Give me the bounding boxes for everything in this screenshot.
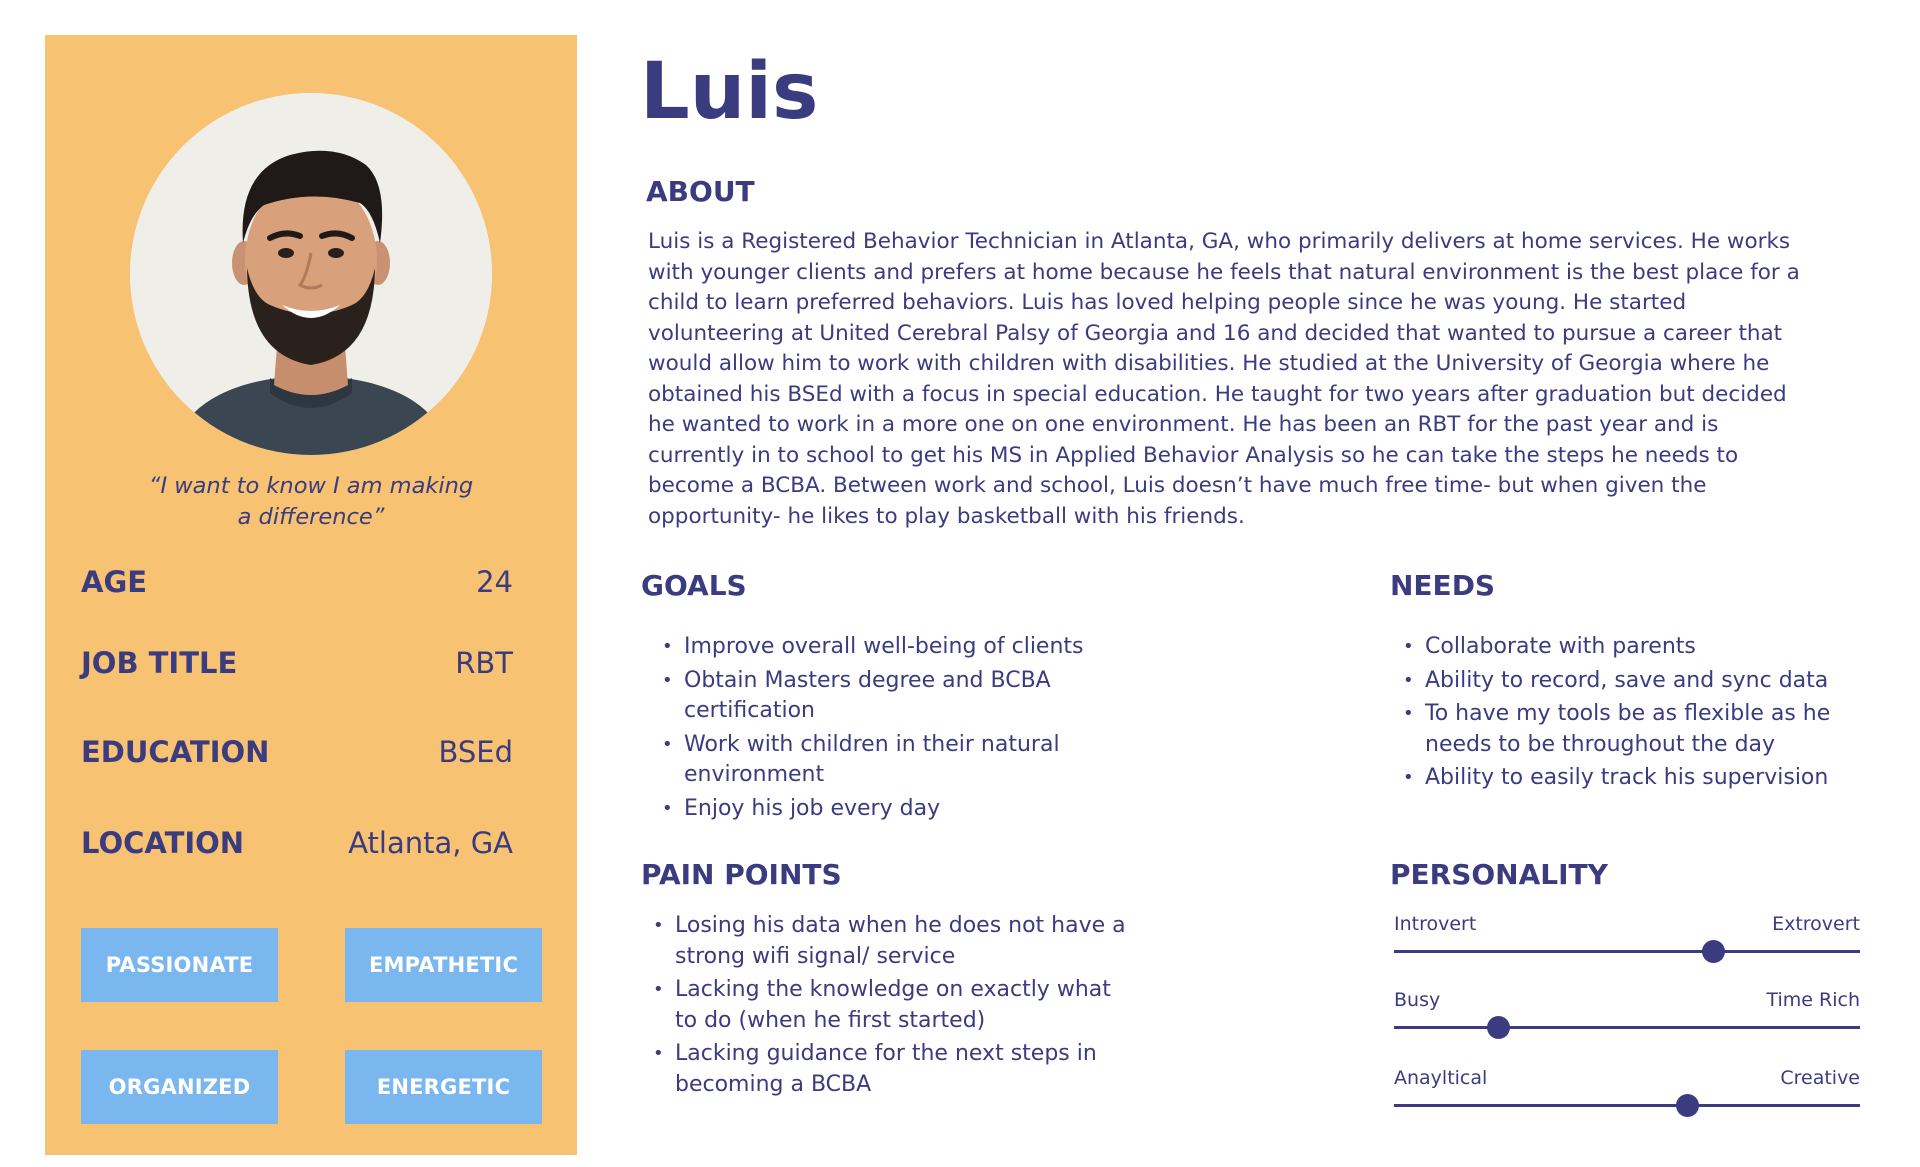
job-title-label: JOB TITLE [81,646,238,680]
trait-badge: EMPATHETIC [345,928,542,1002]
about-line: volunteering at United Cerebral Palsy of Georgia and 16 and decided that wanted to pursue a career that [648,320,1783,346]
info-row-location [81,826,513,860]
needs-title: NEEDS [1390,569,1496,602]
goals-title: GOALS [641,569,747,602]
about-line: become a BCBA. Between work and school, Luis doesn’t have much free time- but when given the [648,473,1707,498]
about-line: Luis is a Registered Behavior Technician in Atlanta, GA, who primarily delivers at home services. He works [648,229,1791,254]
about-line: opportunity- he likes to play basketball with his friends. [648,503,1245,529]
about-title: ABOUT [646,175,755,208]
list-item: • Improve overall well-being of clients [656,632,1116,663]
slider-track [1394,1026,1860,1029]
personality-title: PERSONALITY [1390,858,1608,891]
about-line: with younger clients and prefers at home because he feels that natural environment is the best place for a [648,259,1800,285]
location-value: Atlanta, GA [348,826,513,860]
slider-knob [1702,940,1725,963]
pain-points-list [647,911,1127,1103]
info-row-education [81,735,513,769]
info-row-job-title [81,646,513,680]
list-item: • To have my tools be as flexible as he needs to be throughout the day [1397,699,1867,760]
slider-right-label: Time Rich [1766,989,1860,1011]
avatar [130,93,492,455]
education-label: EDUCATION [81,735,270,769]
education-value: BSEd [438,735,513,769]
list-item: • Work with children in their natural environment [656,730,1116,791]
personality-slider-introvert-extrovert [1394,912,1860,953]
list-item: • Enjoy his job every day [656,794,1116,825]
trait-badge: PASSIONATE [81,928,278,1002]
person-photo-icon [130,93,492,455]
slider-knob [1487,1016,1510,1039]
location-label: LOCATION [81,826,245,860]
persona-name: Luis [640,47,819,137]
age-label: AGE [81,565,148,599]
list-item: • Collaborate with parents [1397,632,1867,663]
job-title-value: RBT [455,646,513,680]
list-item: • Lacking guidance for the next steps in becoming a BCBA [647,1039,1127,1100]
age-value: 24 [476,565,513,599]
slider-right-label: Extrovert [1772,913,1860,935]
slider-left-label: Busy [1394,989,1441,1011]
info-row-age [81,565,513,599]
about-line: currently in to school to get his MS in Applied Behavior Analysis so he can take the steps he needs to [648,442,1739,468]
trait-badge: ENERGETIC [345,1050,542,1124]
slider-right-label: Creative [1780,1067,1860,1089]
slider-track [1394,950,1860,953]
slider-left-label: Anayltical [1394,1067,1488,1089]
list-item: • Ability to record, save and sync data [1397,666,1867,697]
personality-slider-busy-time-rich [1394,988,1860,1029]
slider-knob [1676,1094,1699,1117]
about-line: child to learn preferred behaviors. Luis has loved helping people since he was young. He started [648,290,1687,315]
list-item: • Obtain Masters degree and BCBA certification [656,666,1116,727]
about-line: he wanted to work in a more one on one environment. He has been an RBT for the past year and is [648,412,1719,437]
persona-card [45,35,577,1155]
list-item: • Ability to easily track his supervision [1397,763,1867,794]
about-line: would allow him to work with children with disabilities. He studied at the University of Georgia where he [648,351,1770,376]
list-item: • Losing his data when he does not have a strong wifi signal/ service [647,911,1127,972]
about-line: obtained his BSEd with a focus in special education. He taught for two years after graduation but decided [648,381,1787,407]
about-text [648,227,1828,532]
goals-list [656,632,1116,827]
personality-slider-analytical-creative [1394,1066,1860,1107]
trait-badge: ORGANIZED [81,1050,278,1124]
needs-list [1397,632,1867,797]
quote-line-1: “I want to know I am making [148,473,474,499]
slider-left-label: Introvert [1394,913,1477,935]
pain-points-title: PAIN POINTS [641,858,842,891]
quote-line-2: a difference” [237,504,385,530]
slider-track [1394,1104,1860,1107]
persona-quote [85,471,537,533]
list-item: • Lacking the knowledge on exactly what to do (when he first started) [647,975,1127,1036]
